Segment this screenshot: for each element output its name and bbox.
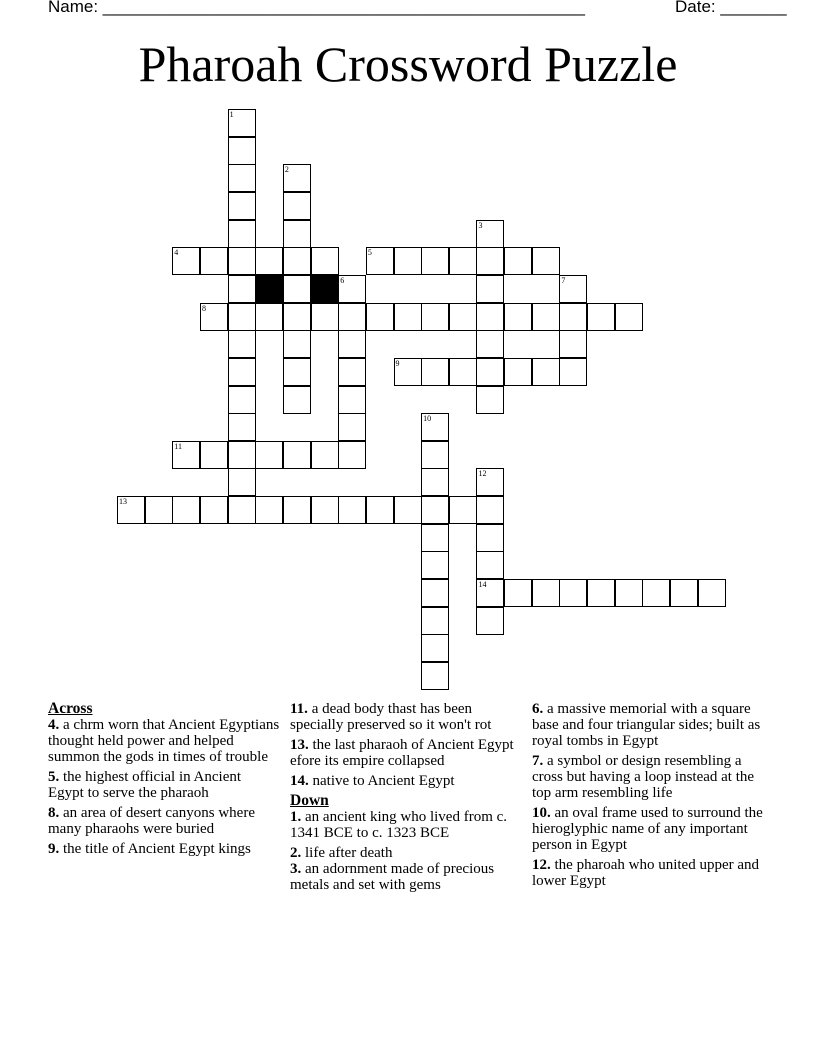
clue-text: the last pharaoh of Ancient Egypt efore its empire collapsed [290,737,514,769]
crossword-cell[interactable] [255,303,283,331]
clue-across-13 [290,737,522,769]
clue-number: 12. [532,857,551,873]
date-field-label[interactable]: Date: _______ [675,0,787,16]
crossword-cell[interactable] [283,275,311,303]
crossword-cell[interactable] [228,164,256,192]
crossword-cell[interactable] [366,247,394,275]
clue-down-12 [532,857,768,889]
crossword-cell[interactable] [615,579,643,607]
crossword-cell[interactable] [200,247,228,275]
crossword-cell[interactable] [532,579,560,607]
clue-number: 3. [290,861,302,877]
clues-column-1 [48,701,280,861]
clue-text: a dead body thast has been specially preserved so it won't rot [290,701,492,733]
crossword-cell[interactable] [476,524,504,552]
clue-number: 1. [290,809,302,825]
crossword-cell[interactable] [394,496,422,524]
crossword-cell[interactable] [449,247,477,275]
cell-number: 2 [284,165,289,175]
clue-across-4 [48,717,280,765]
crossword-cell[interactable] [311,247,339,275]
cell-number: 12 [478,469,487,479]
clue-number: 13. [290,737,309,753]
crossword-cell[interactable] [394,303,422,331]
clue-text: the pharoah who united upper and lower Egypt [532,857,760,889]
cell-number: 3 [478,220,483,230]
clue-number: 7. [532,753,544,769]
clue-number: 9. [48,841,60,857]
clue-text: a symbol or design resembling a cross but having a loop instead at the top arm resembling life [532,753,755,801]
crossword-cell[interactable] [421,634,449,662]
crossword-block [255,275,283,303]
cell-number: 11 [174,441,182,451]
crossword-cell[interactable] [559,579,587,607]
clue-text: life after death [305,845,393,861]
crossword-cell[interactable] [421,524,449,552]
crossword-cell[interactable] [228,192,256,220]
crossword-cell[interactable] [421,551,449,579]
crossword-cell[interactable] [283,496,311,524]
cell-number: 5 [367,248,372,258]
crossword-cell[interactable] [255,496,283,524]
clue-text: native to Ancient Egypt [312,773,455,789]
clue-number: 8. [48,805,60,821]
crossword-cell[interactable] [421,303,449,331]
crossword-cell[interactable] [476,607,504,635]
crossword-cell[interactable] [228,330,256,358]
crossword-cell[interactable] [421,413,449,441]
crossword-cell[interactable] [228,386,256,414]
crossword-cell[interactable] [200,441,228,469]
crossword-cell[interactable] [421,496,449,524]
crossword-cell[interactable] [228,496,256,524]
crossword-cell[interactable] [283,220,311,248]
crossword-cell[interactable] [338,386,366,414]
cell-number: 13 [119,497,127,507]
crossword-cell[interactable] [449,358,477,386]
crossword-cell[interactable] [559,330,587,358]
clue-across-14 [290,773,522,789]
crossword-cell[interactable] [145,496,173,524]
crossword-cell[interactable] [421,662,449,690]
cell-number: 1 [229,110,234,119]
crossword-cell[interactable] [283,164,311,192]
page-title: Pharoah Crossword Puzzle [138,36,678,92]
crossword-cell[interactable] [228,247,256,275]
crossword-cell[interactable] [504,303,532,331]
clues-column-3 [532,701,768,893]
crossword-cell[interactable] [476,386,504,414]
crossword-cell[interactable] [587,303,615,331]
crossword-cell[interactable] [476,579,504,607]
crossword-cell[interactable] [311,496,339,524]
clue-number: 6. [532,701,544,717]
cell-number: 7 [561,275,566,285]
cell-number: 6 [340,275,345,285]
crossword-cell[interactable] [476,220,504,248]
cell-number: 8 [201,303,206,313]
crossword-cell[interactable] [394,358,422,386]
clue-across-11 [290,701,522,733]
crossword-cell[interactable] [311,303,339,331]
clue-text: the title of Ancient Egypt kings [63,841,251,857]
crossword-cell[interactable] [338,303,366,331]
crossword-cell[interactable] [172,247,200,275]
clue-text: an adornment made of precious metals and set with gems [290,861,495,893]
clue-text: an oval frame used to surround the hieroglyphic name of any important person in Egypt [532,805,763,853]
clue-text: an area of desert canyons where many pharaohs were buried [48,805,255,837]
cell-number: 14 [478,580,487,590]
crossword-cell[interactable] [532,303,560,331]
crossword-cell[interactable] [228,468,256,496]
crossword-cell[interactable] [476,468,504,496]
clue-text: an ancient king who lived from c. 1341 BCE to c. 1323 BCE [290,809,508,841]
crossword-cell[interactable] [283,441,311,469]
clue-down-7 [532,753,768,801]
clue-down-10 [532,805,768,853]
crossword-cell[interactable] [642,579,670,607]
cell-number: 4 [174,248,179,258]
crossword-cell[interactable] [338,413,366,441]
clue-down-6 [532,701,768,749]
crossword-cell[interactable] [504,579,532,607]
crossword-cell[interactable] [366,496,394,524]
crossword-cell[interactable] [476,303,504,331]
crossword-cell[interactable] [228,441,256,469]
clue-across-5 [48,769,280,801]
crossword-cell[interactable] [283,330,311,358]
clue-across-8 [48,805,280,837]
crossword-cell[interactable] [698,579,726,607]
crossword-cell[interactable] [228,109,256,137]
clue-number: 4. [48,717,60,733]
crossword-cell[interactable] [200,496,228,524]
crossword-cell[interactable] [559,275,587,303]
name-field-label[interactable]: Name: ___________________________________________________ [48,0,585,16]
crossword-cell[interactable] [615,303,643,331]
clue-number: 5. [48,769,60,785]
crossword-cell[interactable] [559,303,587,331]
crossword-cell[interactable] [255,441,283,469]
crossword-cell[interactable] [394,247,422,275]
crossword-cell[interactable] [283,358,311,386]
clues-column-2 [290,701,522,897]
cell-number: 9 [395,358,400,368]
crossword-cell[interactable] [476,358,504,386]
crossword-cell[interactable] [449,303,477,331]
crossword-cell[interactable] [200,303,228,331]
crossword-cell[interactable] [228,303,256,331]
crossword-cell[interactable] [283,386,311,414]
crossword-cell[interactable] [338,496,366,524]
crossword-cell[interactable] [117,496,145,524]
crossword-cell[interactable] [532,358,560,386]
crossword-cell[interactable] [338,358,366,386]
crossword-cell[interactable] [172,496,200,524]
crossword-cell[interactable] [228,358,256,386]
crossword-cell[interactable] [421,247,449,275]
clue-text: the highest official in Ancient Egypt to serve the pharaoh [48,769,242,801]
crossword-cell[interactable] [311,441,339,469]
clue-number: 10. [532,805,551,821]
crossword-cell[interactable] [504,247,532,275]
crossword-block [311,275,339,303]
crossword-cell[interactable] [228,413,256,441]
clue-down-2 [290,845,522,861]
crossword-cell[interactable] [421,358,449,386]
crossword-cell[interactable] [504,358,532,386]
crossword-cell[interactable] [421,441,449,469]
crossword-cell[interactable] [670,579,698,607]
cell-number: 10 [423,414,432,424]
clue-text: a massive memorial with a square base and four triangular sides; built as royal tombs in Egypt [532,701,761,749]
clue-number: 11. [290,701,308,717]
crossword-cell[interactable] [421,607,449,635]
clue-down-3 [290,861,522,893]
crossword-cell[interactable] [476,247,504,275]
crossword-cell[interactable] [449,496,477,524]
crossword-cell[interactable] [255,247,283,275]
clue-number: 2. [290,845,302,861]
crossword-cell[interactable] [228,220,256,248]
crossword-cell[interactable] [476,275,504,303]
crossword-cell[interactable] [338,330,366,358]
crossword-cell[interactable] [283,303,311,331]
crossword-cell[interactable] [587,579,615,607]
crossword-cell[interactable] [421,468,449,496]
crossword-cell[interactable] [476,330,504,358]
clue-down-1 [290,809,522,841]
crossword-cell[interactable] [476,551,504,579]
clue-across-9 [48,841,280,857]
crossword-cell[interactable] [172,441,200,469]
crossword-cell[interactable] [228,137,256,165]
crossword-cell[interactable] [283,247,311,275]
down-heading: Down [290,792,329,809]
crossword-cell[interactable] [421,579,449,607]
clue-number: 14. [290,773,309,789]
clue-text: a chrm worn that Ancient Egyptians thought held power and helped summon the gods in times of trouble [48,717,280,765]
crossword-cell[interactable] [338,275,366,303]
crossword-cell[interactable] [559,358,587,386]
crossword-cell[interactable] [366,303,394,331]
crossword-cell[interactable] [532,247,560,275]
crossword-cell[interactable] [338,441,366,469]
crossword-cell[interactable] [228,275,256,303]
crossword-cell[interactable] [476,496,504,524]
crossword-cell[interactable] [283,192,311,220]
across-heading: Across [48,700,93,717]
